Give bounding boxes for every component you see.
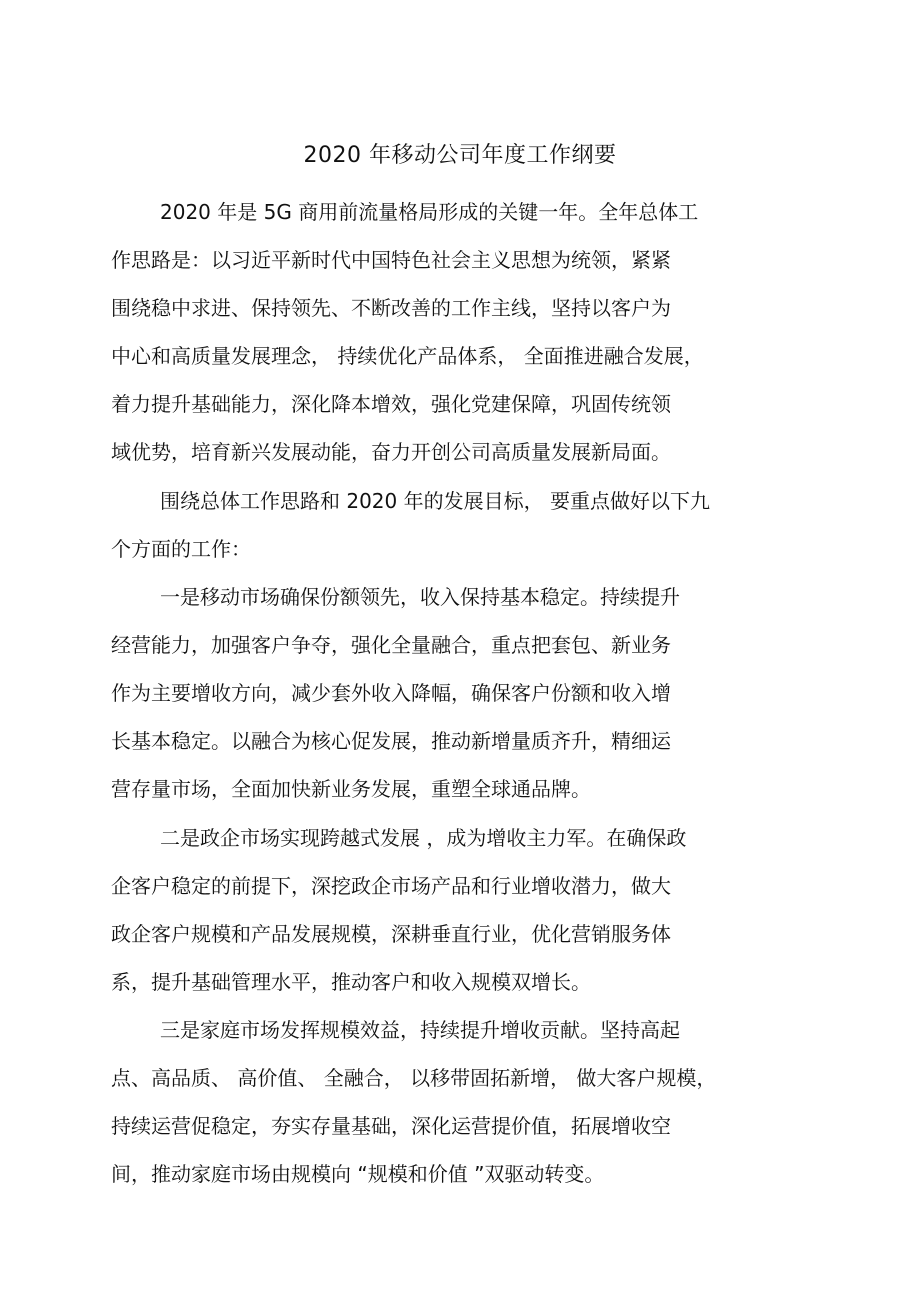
paragraph-3-line-5: 营存量市场，全面加快新业务发展，重塑全球通品牌。 — [111, 777, 591, 801]
paragraph-5-line-1: 三是家庭市场发挥规模效益，持续提升增收贡献。坚持高起 — [160, 1018, 680, 1042]
paragraph-3-line-4: 长基本稳定。以融合为核心促发展，推动新增量质齐升，精细运 — [111, 729, 671, 753]
paragraph-3-line-2: 经营能力，加强客户争夺，强化全量融合，重点把套包、新业务 — [111, 633, 671, 657]
paragraph-4-line-3: 政企客户规模和产品发展规模，深耕垂直行业，优化营销服务体 — [111, 922, 671, 946]
paragraph-4-line-2: 企客户稳定的前提下，深挖政企市场产品和行业增收潜力，做大 — [111, 874, 671, 898]
paragraph-3-line-3: 作为主要增收方向，减少套外收入降幅，确保客户份额和收入增 — [111, 681, 671, 705]
paragraph-1-line-6: 域优势，培育新兴发展动能，奋力开创公司高质量发展新局面。 — [111, 440, 671, 464]
paragraph-5-line-2: 点、高品质、 高价值、 全融合， 以移带固拓新增， 做大客户规模， — [111, 1066, 717, 1090]
paragraph-5-line-3: 持续运营促稳定，夯实存量基础，深化运营提价值，拓展增收空 — [111, 1114, 671, 1138]
paragraph-1-line-2: 作思路是：以习近平新时代中国特色社会主义思想为统领，紧紧 — [111, 248, 671, 272]
paragraph-2-line-2: 个方面的工作： — [111, 537, 251, 561]
paragraph-1-line-3: 围绕稳中求进、保持领先、不断改善的工作主线，坚持以客户为 — [111, 296, 671, 320]
paragraph-3-line-1: 一是移动市场确保份额领先，收入保持基本稳定。持续提升 — [160, 585, 680, 609]
document-title: 2020 年移动公司年度工作纲要 — [303, 143, 617, 168]
paragraph-5-line-4: 间，推动家庭市场由规模向 “规模和价值 ”双驱动转变。 — [111, 1162, 605, 1186]
paragraph-1-line-4: 中心和高质量发展理念， 持续优化产品体系， 全面推进融合发展， — [111, 344, 704, 368]
paragraph-4-line-4: 系，提升基础管理水平，推动客户和收入规模双增长。 — [111, 970, 591, 994]
paragraph-4-line-1: 二是政企市场实现跨越式发展 ，成为增收主力军。在确保政 — [160, 826, 687, 850]
paragraph-1-line-5: 着力提升基础能力，深化降本增效，强化党建保障，巩固传统领 — [111, 392, 671, 416]
paragraph-2-line-1: 围绕总体工作思路和 2020 年的发展目标， 要重点做好以下九 — [160, 489, 710, 513]
paragraph-1-line-1: 2020 年是 5G 商用前流量格局形成的关键一年。全年总体工 — [160, 200, 699, 224]
